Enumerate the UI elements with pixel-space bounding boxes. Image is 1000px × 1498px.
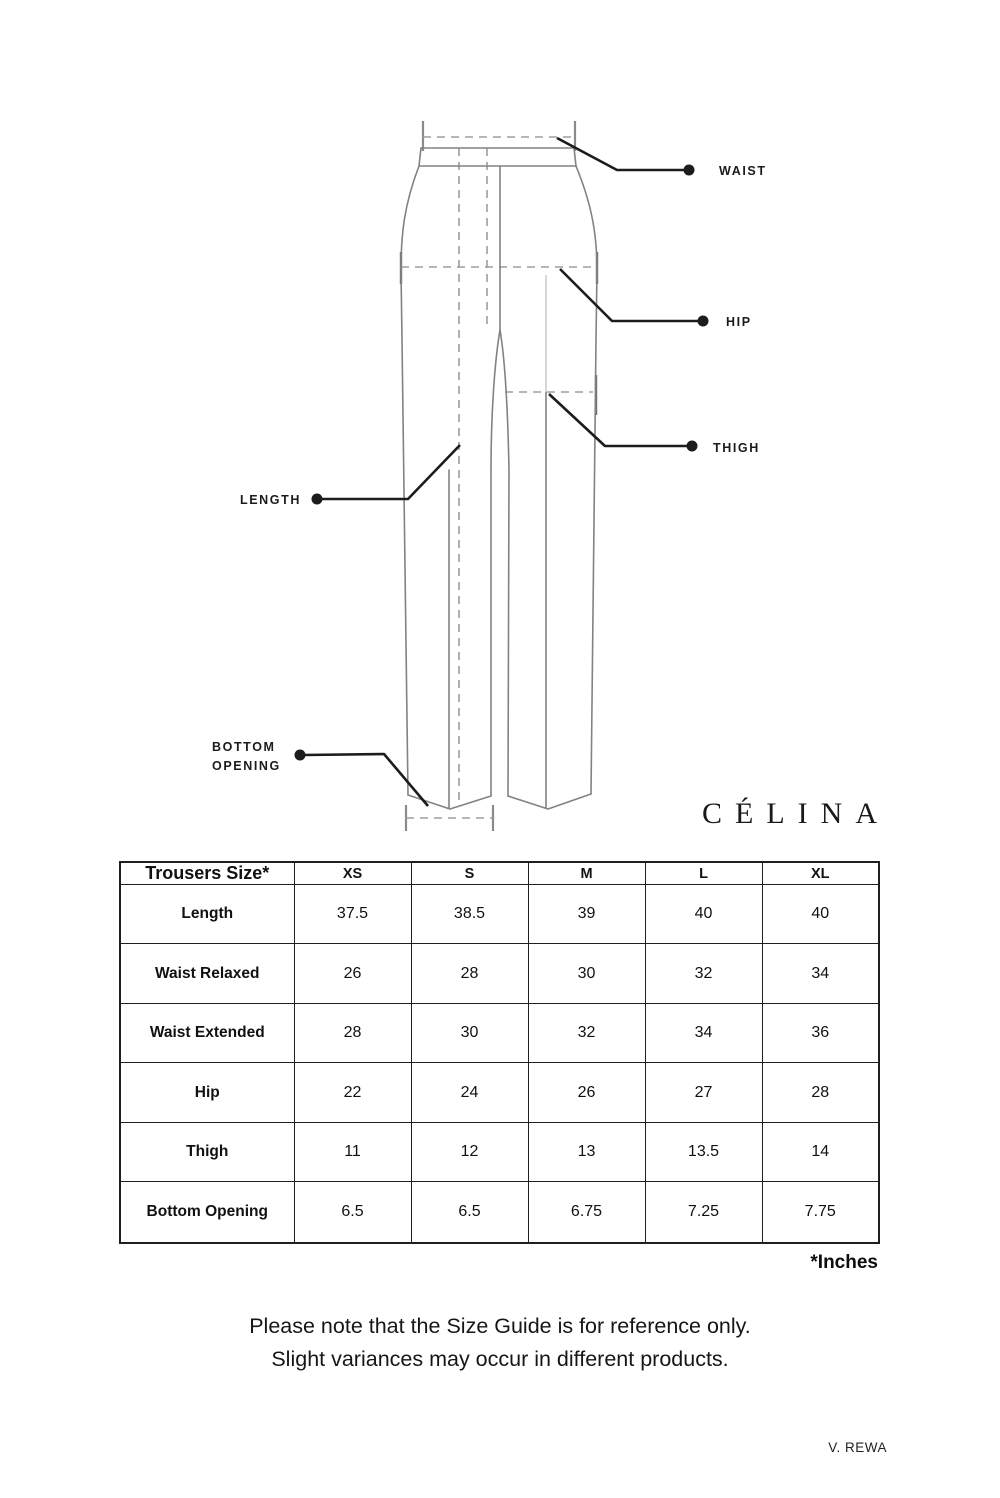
thigh-label: THIGH xyxy=(713,441,760,455)
table-row xyxy=(120,944,879,1003)
length-leader-line xyxy=(321,445,460,499)
size-table xyxy=(119,861,880,1244)
disclaimer-text xyxy=(0,1310,1000,1376)
size-value-cell: 28 xyxy=(762,1063,879,1122)
size-value-cell: 26 xyxy=(294,944,411,1003)
size-value-cell: 27 xyxy=(645,1063,762,1122)
size-value-cell: 14 xyxy=(762,1122,879,1181)
size-value-cell: 6.5 xyxy=(294,1182,411,1243)
size-value-cell: 37.5 xyxy=(294,885,411,944)
measurement-row-label: Hip xyxy=(120,1063,294,1122)
length-dot xyxy=(312,494,323,505)
size-value-cell: 6.5 xyxy=(411,1182,528,1243)
size-value-cell: 40 xyxy=(645,885,762,944)
size-value-cell: 13 xyxy=(528,1122,645,1181)
leader-lines xyxy=(304,138,699,806)
size-value-cell: 40 xyxy=(762,885,879,944)
size-value-cell: 7.75 xyxy=(762,1182,879,1243)
measurement-row-label: Waist Extended xyxy=(120,1003,294,1062)
hip-leader-line xyxy=(560,269,699,321)
bottom-opening-dot xyxy=(295,750,306,761)
leader-dots xyxy=(295,165,709,761)
footer-credit: V. REWA xyxy=(828,1440,887,1455)
table-row xyxy=(120,885,879,944)
bottom-opening-leader-line xyxy=(304,754,428,806)
disclaimer-line-2: Slight variances may occur in different products. xyxy=(271,1347,729,1371)
waist-label: WAIST xyxy=(719,164,767,178)
size-value-cell: 24 xyxy=(411,1063,528,1122)
size-value-cell: 32 xyxy=(528,1003,645,1062)
size-value-cell: 13.5 xyxy=(645,1122,762,1181)
thigh-dot xyxy=(687,441,698,452)
size-value-cell: 22 xyxy=(294,1063,411,1122)
size-value-cell: 26 xyxy=(528,1063,645,1122)
measurement-row-label: Bottom Opening xyxy=(120,1182,294,1243)
disclaimer-line-1: Please note that the Size Guide is for reference only. xyxy=(249,1314,751,1338)
units-note: *Inches xyxy=(810,1252,878,1273)
length-label: LENGTH xyxy=(240,493,301,507)
hip-label: HIP xyxy=(726,315,752,329)
size-column-header: XL xyxy=(762,862,879,885)
measurement-row-label: Thigh xyxy=(120,1122,294,1181)
size-value-cell: 36 xyxy=(762,1003,879,1062)
size-value-cell: 7.25 xyxy=(645,1182,762,1243)
size-table-header-row xyxy=(120,862,879,885)
hip-dot xyxy=(698,316,709,327)
size-column-header: S xyxy=(411,862,528,885)
brand-logo: CÉLINA xyxy=(702,797,890,830)
size-value-cell: 32 xyxy=(645,944,762,1003)
size-column-header: M xyxy=(528,862,645,885)
size-table-container xyxy=(119,861,880,1244)
trousers-outline xyxy=(401,148,597,809)
size-value-cell: 28 xyxy=(294,1003,411,1062)
bottom-opening-label-line1: BOTTOM xyxy=(212,740,276,754)
size-column-header: XS xyxy=(294,862,411,885)
size-value-cell: 30 xyxy=(528,944,645,1003)
bottom-opening-label-line2: OPENING xyxy=(212,758,281,773)
thigh-leader-line xyxy=(549,394,688,446)
size-value-cell: 28 xyxy=(411,944,528,1003)
table-row xyxy=(120,1063,879,1122)
bottom-opening-label xyxy=(212,738,281,775)
waist-dot xyxy=(684,165,695,176)
size-value-cell: 30 xyxy=(411,1003,528,1062)
table-corner-cell: Trousers Size* xyxy=(120,862,294,885)
size-column-header: L xyxy=(645,862,762,885)
size-value-cell: 38.5 xyxy=(411,885,528,944)
size-value-cell: 6.75 xyxy=(528,1182,645,1243)
measurement-row-label: Waist Relaxed xyxy=(120,944,294,1003)
table-row xyxy=(120,1122,879,1181)
table-row xyxy=(120,1003,879,1062)
size-value-cell: 34 xyxy=(762,944,879,1003)
table-row xyxy=(120,1182,879,1243)
size-value-cell: 39 xyxy=(528,885,645,944)
size-value-cell: 34 xyxy=(645,1003,762,1062)
size-value-cell: 11 xyxy=(294,1122,411,1181)
size-table-body xyxy=(120,885,879,1244)
measurement-row-label: Length xyxy=(120,885,294,944)
size-value-cell: 12 xyxy=(411,1122,528,1181)
